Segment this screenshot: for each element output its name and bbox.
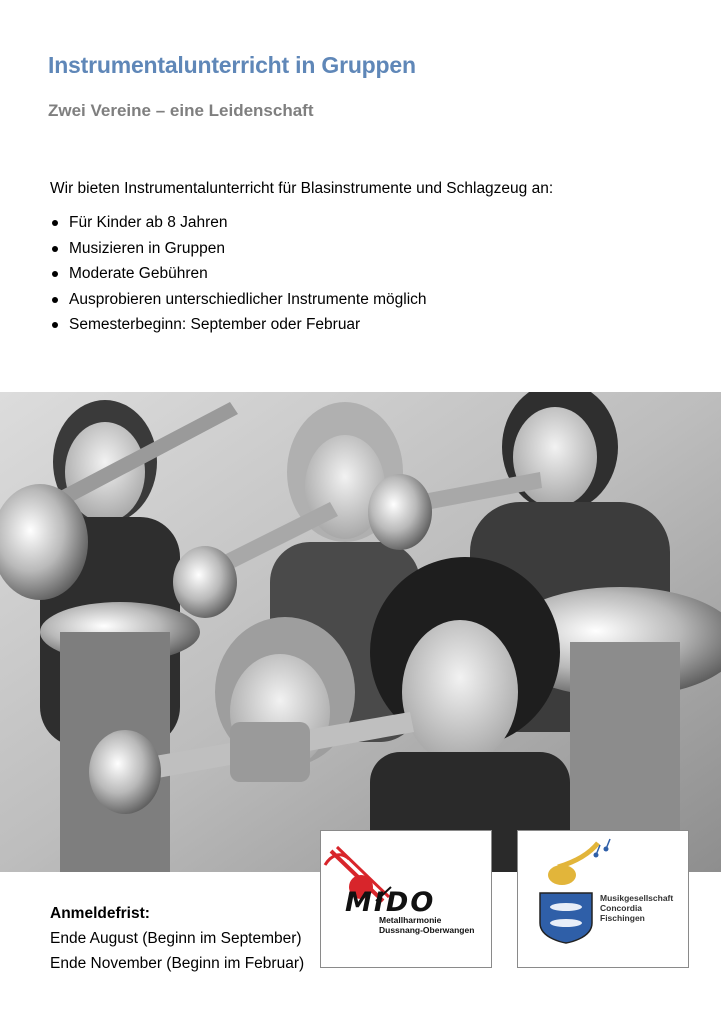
registration-deadline: [50, 901, 304, 976]
page-subtitle: Zwei Vereine – eine Leidenschaft: [48, 101, 314, 120]
mido-subtitle: [379, 915, 474, 935]
children-brass-photo: [0, 392, 721, 872]
offer-list: [50, 212, 427, 340]
deadline-label: Anmeldefrist:: [50, 905, 150, 922]
list-item-text: Für Kinder ab 8 Jahren: [69, 214, 228, 231]
mgc-line: Fischingen: [600, 913, 645, 923]
list-item: [50, 289, 427, 315]
bullet-icon: [52, 220, 58, 226]
list-item-text: Musizieren in Gruppen: [69, 239, 225, 257]
mgc-logo: [517, 830, 689, 968]
mido-line: Dussnang-Oberwangen: [379, 925, 475, 935]
list-item-text: Ausprobieren unterschiedlicher Instrumente möglich: [69, 290, 427, 308]
bullet-icon: [52, 297, 58, 303]
list-item: [50, 263, 427, 289]
list-item-text: Moderate Gebühren: [69, 265, 208, 282]
mido-line: Metallharmonie: [379, 915, 442, 925]
deadline-line: Ende August (Beginn im September): [50, 930, 302, 947]
bullet-icon: [52, 246, 58, 252]
page-title: Instrumentalunterricht in Gruppen: [48, 52, 416, 78]
deadline-line: Ende November (Beginn im Februar): [50, 955, 305, 972]
list-item: [50, 238, 427, 264]
photo-illustration: [0, 392, 721, 872]
list-item: [50, 212, 427, 238]
mido-wordmark: MIDO: [345, 887, 436, 918]
mgc-line: Concordia: [600, 903, 643, 913]
bullet-icon: [52, 271, 58, 277]
offer-intro: Wir bieten Instrumentalunterricht für Blasinstrumente und Schlagzeug an:: [50, 180, 554, 197]
bullet-icon: [52, 322, 58, 328]
list-item-text: Semesterbeginn: September oder Februar: [69, 316, 361, 333]
mgc-line: Musikgesellschaft: [600, 893, 674, 903]
mido-logo: [320, 830, 492, 968]
list-item: [50, 314, 427, 340]
mgc-name: [600, 893, 673, 923]
